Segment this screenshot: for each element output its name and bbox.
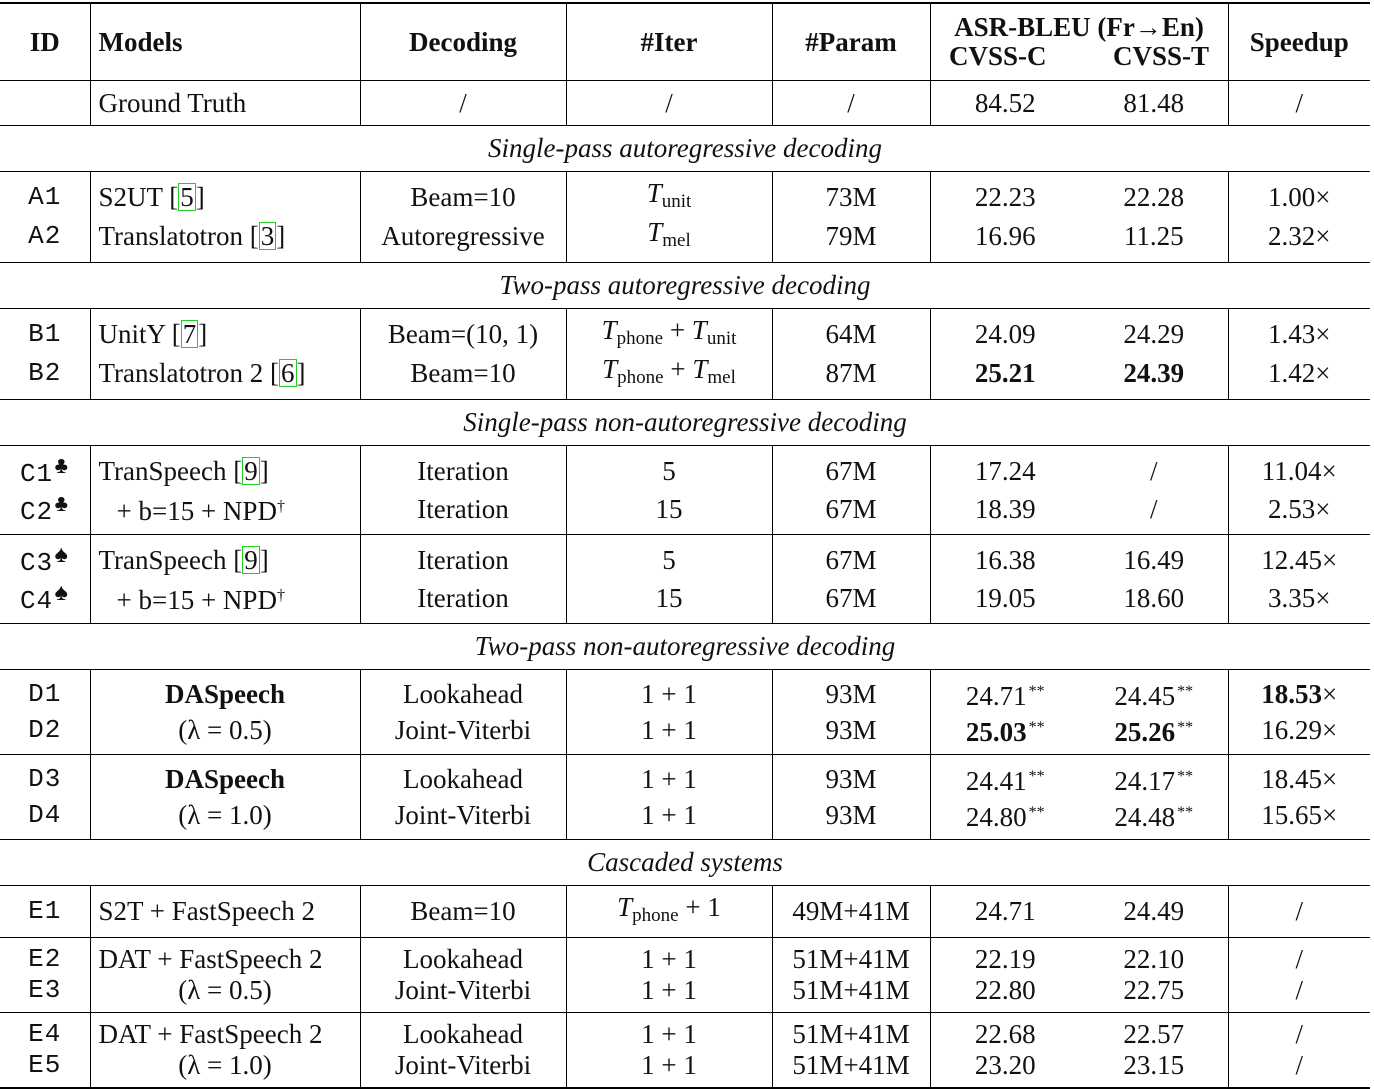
cell-decoding: Beam=10	[360, 354, 566, 400]
cell-decoding: Lookahead	[360, 755, 566, 798]
cell-speedup: 3.35×	[1268, 582, 1331, 613]
table-row-e4	[0, 1013, 1370, 1051]
cell-speedup: 1.43×	[1268, 319, 1331, 349]
table-row-c2	[0, 490, 1370, 535]
cell-speedup: 18.45×	[1261, 763, 1338, 794]
header-row	[0, 3, 1370, 81]
cell-param: 51M+41M	[772, 1050, 930, 1088]
section-header-d	[0, 624, 1370, 670]
cell-id: E1	[0, 886, 90, 938]
cell-speedup: 12.45×	[1261, 544, 1338, 575]
cell-model: DASpeech	[90, 670, 360, 713]
dagger-mark: †	[276, 587, 285, 604]
table-row-c1	[0, 446, 1370, 491]
cell-speedup: 2.53×	[1268, 493, 1331, 524]
cell-id: A2	[0, 217, 90, 263]
cell-decoding: Joint-Viterbi	[360, 975, 566, 1013]
header-models: Models	[90, 3, 360, 81]
cell-speedup: 1.42×	[1268, 358, 1331, 388]
cell-cvss-t: 16.49	[1080, 535, 1228, 580]
cell-decoding: Iteration	[360, 446, 566, 491]
section-header-a	[0, 126, 1370, 172]
cell-cvss-t: 11.25	[1080, 217, 1228, 263]
spade-icon: ♠	[54, 581, 70, 608]
cell-model: UnitY [7]	[90, 309, 360, 355]
cell-cvss-c: 24.41 **	[965, 766, 1045, 796]
cell-iter: 1 + 1	[566, 1013, 772, 1051]
cell-speedup: 15.65×	[1261, 799, 1338, 830]
table-row-e2	[0, 938, 1370, 976]
cell-iter: 15	[566, 490, 772, 535]
cell-model: S2T + FastSpeech 2	[90, 886, 360, 938]
cell-cvss-c: 24.71 **	[965, 681, 1045, 711]
cell-model: DAT + FastSpeech 2	[90, 1013, 360, 1051]
cell-decoding: Lookahead	[360, 670, 566, 713]
section-header-e	[0, 840, 1370, 886]
cell-param: 67M	[772, 446, 930, 491]
cell-param: /	[772, 81, 930, 126]
cell-id: E2	[0, 938, 90, 976]
cell-param: 51M+41M	[772, 975, 930, 1013]
cell-id	[0, 81, 90, 126]
cell-decoding: /	[360, 81, 566, 126]
cell-param: 67M	[772, 490, 930, 535]
cell-decoding: Lookahead	[360, 1013, 566, 1051]
cell-cvss-c: 22.23	[974, 182, 1036, 212]
cell-cvss-t: 24.48 **	[1080, 797, 1228, 840]
table-row-ground-truth	[0, 81, 1370, 126]
cell-cvss-t: 81.48	[1080, 81, 1228, 126]
header-decoding: Decoding	[360, 3, 566, 81]
section-title: Cascaded systems	[0, 840, 1370, 886]
cell-decoding: Iteration	[360, 490, 566, 535]
cell-speedup: 1.00×	[1268, 182, 1331, 212]
header-param: #Param	[772, 3, 930, 81]
cell-speedup: /	[1295, 1050, 1303, 1080]
cell-iter: 1 + 1	[566, 755, 772, 798]
cell-model: TranSpeech [9]	[90, 535, 360, 580]
table-row-b2	[0, 354, 1370, 400]
header-iter: #Iter	[566, 3, 772, 81]
table-row-e1	[0, 886, 1370, 938]
significance-mark: **	[1177, 804, 1194, 821]
cell-cvss-t: /	[1080, 490, 1228, 535]
cell-iter: $T_{mel}$	[566, 217, 772, 263]
table-row-a2	[0, 217, 1370, 263]
cell-param: 49M+41M	[772, 886, 930, 938]
cell-speedup: 11.04×	[1261, 455, 1337, 486]
cell-id: B2	[0, 354, 90, 400]
cell-iter: 1 + 1	[566, 712, 772, 755]
cell-id: C1♣	[0, 446, 90, 491]
cell-decoding: Joint-Viterbi	[360, 712, 566, 755]
cell-iter: $T_{unit}$	[566, 172, 772, 218]
cell-model: Ground Truth	[90, 81, 360, 126]
cell-param: 87M	[772, 354, 930, 400]
cell-param: 67M	[772, 535, 930, 580]
cell-id: C2♣	[0, 490, 90, 535]
citation-link[interactable]: 9	[244, 455, 258, 486]
cell-speedup: 16.29×	[1261, 714, 1338, 745]
cell-id: D4	[0, 797, 90, 840]
cell-cvss-c: 16.96	[974, 221, 1036, 251]
cell-param: 73M	[772, 172, 930, 218]
cell-model: S2UT [5]	[90, 172, 360, 218]
club-icon: ♣	[54, 454, 70, 481]
cell-model: Translatotron 2 [6]	[90, 354, 360, 400]
cell-cvss-c: 22.80	[974, 975, 1036, 1005]
significance-mark: **	[1028, 719, 1045, 736]
cell-model: (λ = 1.0)	[90, 797, 360, 840]
cell-iter: 5	[566, 535, 772, 580]
table-row-d4	[0, 797, 1370, 840]
cell-speedup: /	[1295, 975, 1303, 1005]
cell-decoding: Joint-Viterbi	[360, 797, 566, 840]
cell-cvss-c: 22.68	[974, 1019, 1036, 1049]
cell-param: 67M	[772, 579, 930, 624]
table-row-d3	[0, 755, 1370, 798]
cell-param: 93M	[772, 712, 930, 755]
cell-iter: 5	[566, 446, 772, 491]
cell-cvss-c: 25.03 **	[965, 717, 1045, 747]
cell-id: B1	[0, 309, 90, 355]
cell-model: + b=15 + NPD†	[90, 490, 360, 535]
table-row-d1	[0, 670, 1370, 713]
cell-model: DASpeech	[90, 755, 360, 798]
cell-cvss-c: 24.09	[974, 319, 1036, 349]
cell-id: A1	[0, 172, 90, 218]
cell-cvss-c: 24.71	[974, 896, 1036, 926]
citation-link[interactable]: 6	[281, 358, 295, 388]
citation-link[interactable]: 7	[182, 319, 197, 349]
significance-mark: **	[1177, 768, 1194, 785]
cell-cvss-t: 22.75	[1080, 975, 1228, 1013]
cell-cvss-t: 18.60	[1080, 579, 1228, 624]
header-speedup: Speedup	[1249, 26, 1349, 57]
cell-iter: 15	[566, 579, 772, 624]
cell-speedup: 18.53×	[1261, 678, 1338, 709]
cell-param: 79M	[772, 217, 930, 263]
cell-cvss-t: 24.39	[1080, 354, 1228, 400]
cell-model: TranSpeech [9]	[90, 446, 360, 491]
cell-cvss-t: 24.49	[1080, 886, 1228, 938]
table-row-b1	[0, 309, 1370, 355]
club-icon: ♣	[54, 492, 70, 519]
cell-cvss-t: 22.57	[1080, 1013, 1228, 1051]
header-id: ID	[0, 3, 90, 81]
table-row-d2	[0, 712, 1370, 755]
citation-link[interactable]: 9	[244, 544, 258, 575]
significance-mark: **	[1177, 683, 1194, 700]
section-title: Single-pass non-autoregressive decoding	[0, 400, 1370, 446]
cell-cvss-c: 25.21	[974, 358, 1036, 388]
cell-speedup: /	[1295, 1019, 1303, 1049]
table-row-a1	[0, 172, 1370, 218]
cell-cvss-c: 18.39	[974, 493, 1036, 524]
cell-iter: $T_{phone} + T_{mel}$	[566, 354, 772, 400]
cell-cvss-t: 24.45 **	[1080, 670, 1228, 713]
cell-cvss-t: 22.10	[1080, 938, 1228, 976]
cell-param: 93M	[772, 797, 930, 840]
section-header-c	[0, 400, 1370, 446]
section-title: Single-pass autoregressive decoding	[0, 126, 1370, 172]
cell-decoding: Autoregressive	[360, 217, 566, 263]
significance-mark: **	[1028, 804, 1045, 821]
citation-link[interactable]: 5	[180, 182, 194, 212]
cell-model: (λ = 0.5)	[90, 712, 360, 755]
significance-mark: **	[1177, 719, 1194, 736]
cell-decoding: Iteration	[360, 579, 566, 624]
cell-model: (λ = 0.5)	[90, 975, 360, 1013]
significance-mark: **	[1028, 683, 1045, 700]
cell-param: 51M+41M	[772, 1013, 930, 1051]
cell-cvss-c: 24.80 **	[965, 802, 1045, 832]
cell-id: D3	[0, 755, 90, 798]
cell-cvss-c: 84.52	[974, 87, 1036, 118]
cell-iter: /	[566, 81, 772, 126]
cell-cvss-t: 23.15	[1080, 1050, 1228, 1088]
cell-model: (λ = 1.0)	[90, 1050, 360, 1088]
table-row-e3	[0, 975, 1370, 1013]
citation-link[interactable]: 3	[260, 221, 275, 251]
section-title: Two-pass autoregressive decoding	[0, 263, 1370, 309]
cell-param: 93M	[772, 755, 930, 798]
header-cvss-t: CVSS-T	[1112, 41, 1209, 71]
header-cvss-c: CVSS-C	[949, 41, 1047, 71]
cell-id: E5	[0, 1050, 90, 1088]
header-asr-title: ASR-BLEU (Fr→En)	[954, 12, 1204, 42]
cell-speedup: /	[1295, 87, 1303, 118]
cell-cvss-c: 22.19	[974, 944, 1036, 974]
table-row-c3	[0, 535, 1370, 580]
cell-iter: $T_{phone} + T_{unit}$	[566, 309, 772, 355]
cell-param: 51M+41M	[772, 938, 930, 976]
cell-id: D2	[0, 712, 90, 755]
cell-decoding: Beam=10	[360, 172, 566, 218]
cell-cvss-c: 23.20	[974, 1050, 1036, 1080]
cell-iter: 1 + 1	[566, 670, 772, 713]
cell-cvss-t: 24.17 **	[1080, 755, 1228, 798]
cell-iter: $T_{phone} + 1$	[566, 886, 772, 938]
cell-cvss-t: 25.26 **	[1080, 712, 1228, 755]
cell-model: Translatotron [3]	[90, 217, 360, 263]
significance-mark: **	[1028, 768, 1045, 785]
cell-id: C3♠	[0, 535, 90, 580]
cell-iter: 1 + 1	[566, 797, 772, 840]
section-header-b	[0, 263, 1370, 309]
cell-decoding: Iteration	[360, 535, 566, 580]
results-table	[0, 2, 1370, 1089]
spade-icon: ♠	[54, 543, 70, 570]
cell-iter: 1 + 1	[566, 938, 772, 976]
cell-id: D1	[0, 670, 90, 713]
cell-decoding: Joint-Viterbi	[360, 1050, 566, 1088]
cell-id: C4♠	[0, 579, 90, 624]
cell-model: + b=15 + NPD†	[90, 579, 360, 624]
header-asr-bleu	[930, 3, 1228, 81]
cell-model: DAT + FastSpeech 2	[90, 938, 360, 976]
dagger-mark: †	[276, 498, 285, 515]
table-row-e5	[0, 1050, 1370, 1088]
cell-speedup: /	[1295, 944, 1303, 974]
cell-speedup: /	[1295, 896, 1303, 926]
cell-cvss-c: 17.24	[974, 455, 1036, 486]
cell-cvss-c: 19.05	[974, 582, 1036, 613]
cell-decoding: Lookahead	[360, 938, 566, 976]
cell-decoding: Beam=10	[360, 886, 566, 938]
cell-cvss-t: /	[1080, 446, 1228, 491]
cell-param: 64M	[772, 309, 930, 355]
table-row-c4	[0, 579, 1370, 624]
cell-id: E4	[0, 1013, 90, 1051]
section-title: Two-pass non-autoregressive decoding	[0, 624, 1370, 670]
cell-iter: 1 + 1	[566, 975, 772, 1013]
cell-id: E3	[0, 975, 90, 1013]
cell-cvss-t: 24.29	[1080, 309, 1228, 355]
cell-cvss-t: 22.28	[1080, 172, 1228, 218]
cell-cvss-c: 16.38	[974, 544, 1036, 575]
cell-speedup: 2.32×	[1268, 221, 1331, 251]
cell-decoding: Beam=(10, 1)	[360, 309, 566, 355]
cell-param: 93M	[772, 670, 930, 713]
cell-iter: 1 + 1	[566, 1050, 772, 1088]
